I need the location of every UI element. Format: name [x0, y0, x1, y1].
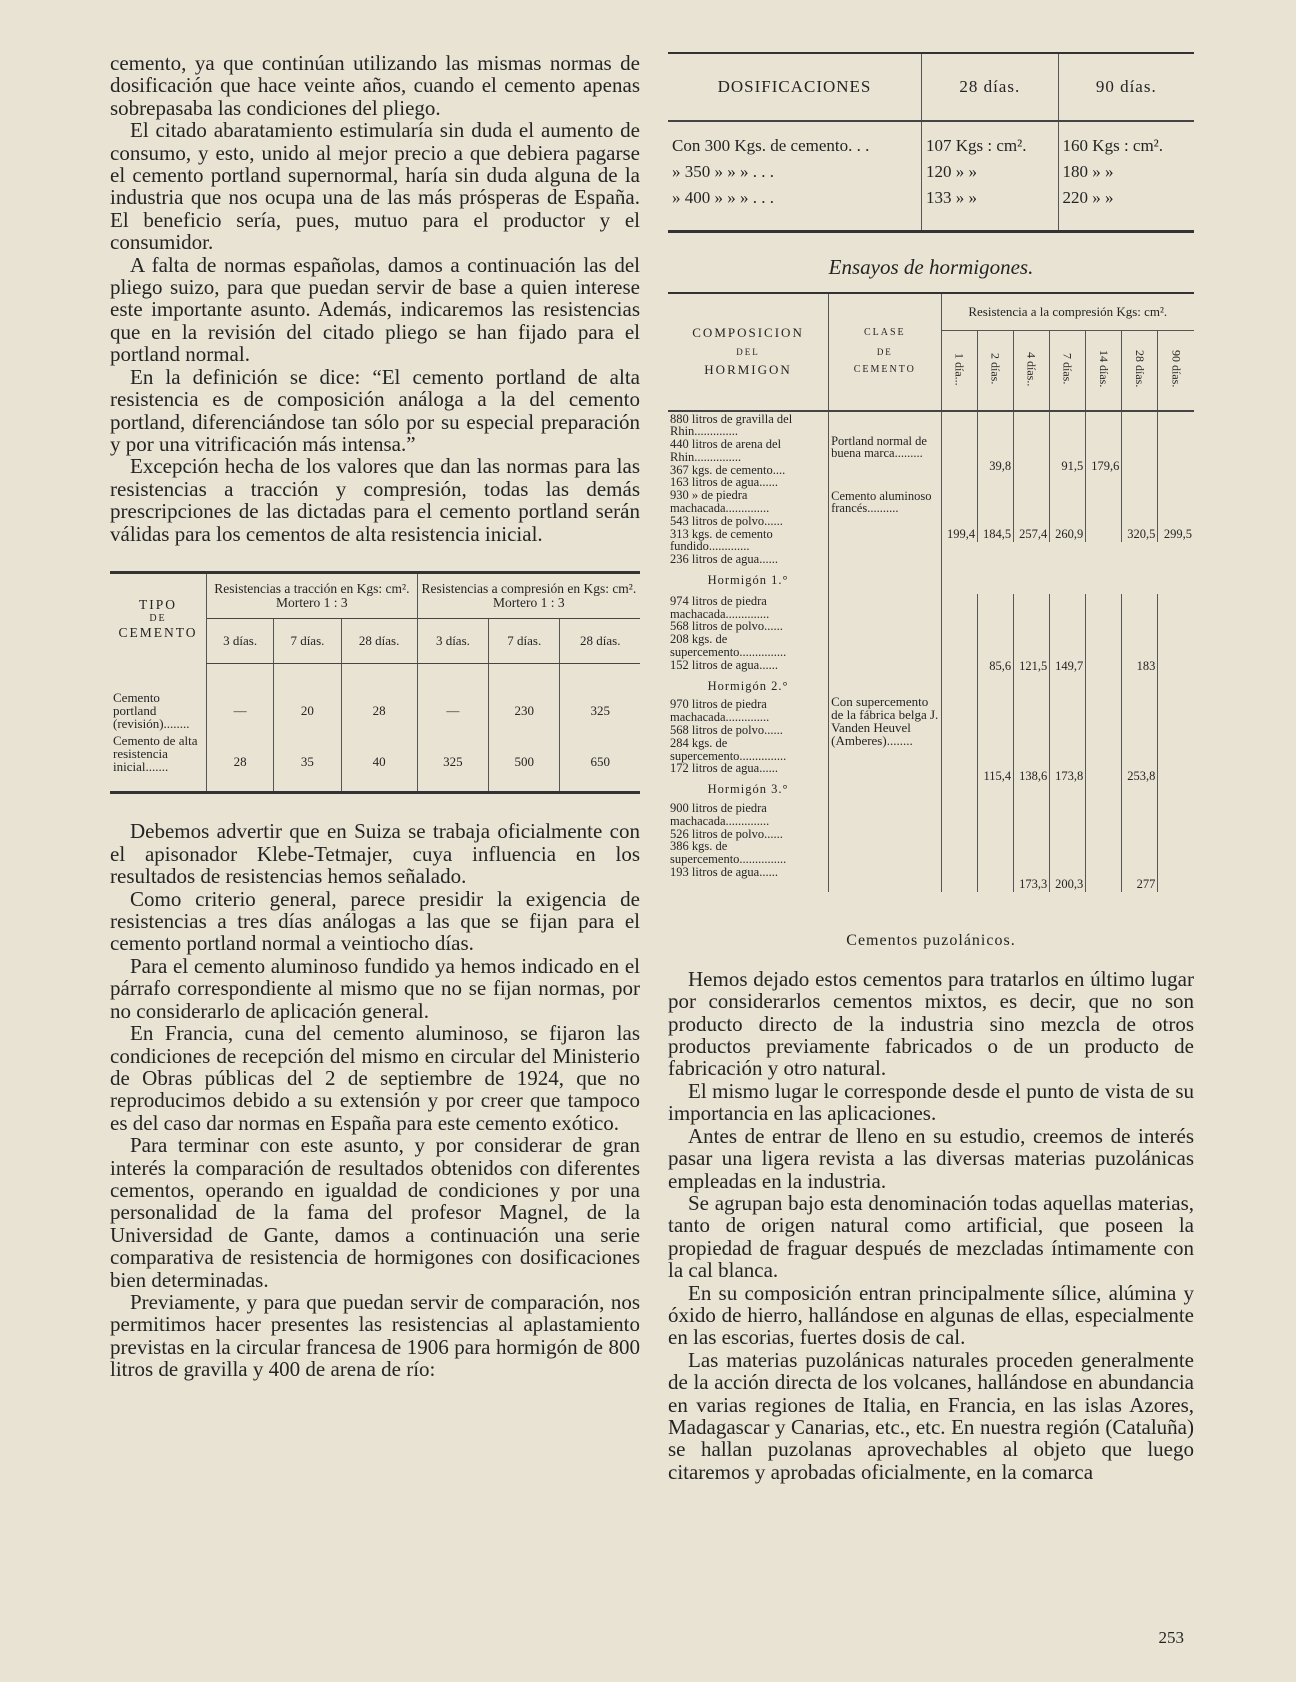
cell: 180 » »: [1058, 159, 1194, 185]
composition-line: 526 litros de polvo......: [670, 826, 783, 841]
group2-composition: [668, 594, 829, 892]
clase-label: CLASE: [863, 327, 906, 338]
paragraph: En Francia, cuna del cemento aluminoso, se fijaron las condiciones de recepción del mismo en circular del Ministerio de Obras públicas del 2 de septiembre de 1924, que no reproducimos debido a su extensión y por creer que tampoco es del caso dar normas en España para este cemento exótico.: [110, 1021, 640, 1135]
cell: 28: [341, 663, 417, 732]
hormigon-2-label: Hormigón 2.°: [707, 678, 789, 693]
composition-line: 236 litros de agua......: [670, 552, 778, 567]
value-cell: [978, 784, 1014, 892]
value-cell: 179,6: [1086, 412, 1122, 474]
value-cell: 173,3: [1014, 784, 1050, 892]
value-cell: [942, 594, 978, 674]
cell: 28: [207, 732, 274, 793]
value-cell: [1158, 674, 1194, 784]
composition-list: [670, 413, 826, 567]
cemento-label: CEMENTO: [853, 364, 916, 375]
value-row: [942, 784, 1194, 892]
cemento-label: CEMENTO: [118, 624, 198, 640]
value-cell: [1086, 674, 1122, 784]
value-cell: 173,8: [1050, 674, 1086, 784]
composition-line: 568 litros de polvo......: [670, 723, 783, 738]
de-label: DE: [876, 346, 893, 357]
paragraph: Como criterio general, parece presidir la exigencia de resistencias a tres días análogas a las que se fijan para el cemento portland normal a veintiocho días.: [110, 886, 640, 956]
value-cell: 299,5: [1158, 474, 1194, 542]
cell: 230: [489, 663, 560, 732]
table-row: [110, 732, 640, 793]
day-header: [977, 331, 1013, 411]
clase-supercemento: Con supercemento de la fábrica belga J. Vanden Heuvel (Amberes)........: [831, 693, 939, 748]
row-label: Cemento de alta resistencia inicial.......: [113, 733, 198, 775]
intro-paragraphs: [110, 52, 640, 545]
value-row: [942, 674, 1194, 784]
composition-line: 930 » de piedra machacada..............: [670, 488, 770, 516]
value-cell: [1158, 784, 1194, 892]
value-row: [942, 412, 1194, 474]
paragraph: El mismo lugar le corresponde desde el punto de vista de su importancia en las aplicaciones.: [668, 1078, 1194, 1126]
resistance-norms-table: [110, 571, 640, 795]
value-cell: 253,8: [1122, 674, 1158, 784]
day-label: 14 días.: [1096, 350, 1111, 388]
day-label: 28 días.: [1132, 350, 1147, 388]
cell: 40: [341, 732, 417, 793]
value-cell: 257,4: [1014, 474, 1050, 542]
body-paragraphs: [110, 820, 640, 1380]
paragraph: Hemos dejado estos cementos para tratarlos en último lugar por considerarlos cementos mixtos, es decir, que no son producto directo de la industria sino mezcla de otros productos previamente fabricados o de un producto de fabricación y otro natural.: [668, 966, 1194, 1081]
cell: 325: [417, 732, 488, 793]
paragraph: Debemos advertir que en Suiza se trabaja oficialmente con el apisonador Klebe-Tetmajer, cuya influencia en los resultados de resistencias hemos señalado.: [110, 819, 640, 889]
page-number: 253: [1158, 1628, 1184, 1647]
value-cell: [942, 674, 978, 784]
cell: » 350 » » » . . .: [672, 162, 774, 181]
composition-line: 367 kgs. de cemento....: [670, 462, 786, 477]
cell: 133 » »: [922, 185, 1059, 232]
composition-line: 163 litros de agua......: [670, 475, 778, 490]
table-row: [668, 185, 1194, 232]
day-header: 3 días.: [417, 618, 488, 663]
value-row: [942, 474, 1194, 542]
group2-clase: [829, 594, 941, 892]
cell: 500: [489, 732, 560, 793]
del-label: DEL: [736, 346, 760, 357]
value-cell: 91,5: [1050, 412, 1086, 474]
day-header: [1086, 331, 1122, 411]
value-cell: 184,5: [978, 474, 1014, 542]
composition-line: 880 litros de gravilla del Rhin..............: [670, 411, 793, 439]
composition-line: 543 litros de polvo......: [670, 513, 783, 528]
paragraph: A falta de normas españolas, damos a continuación las del pliego suizo, para que puedan servir de base a quien interese este importante asunto. Además, indicaremos las resistencias que en la revisión del citado pliego se han fijado para el portland normal.: [110, 252, 640, 367]
paragraph: El citado abaratamiento estimularía sin duda el aumento de consumo, y esto, unido al mejor precio a que debiera pagarse el cemento portland supernormal, haría sin duda alguna de la industria que nos ocupa una de las más prósperas de España. El beneficio sería, pues, mutuo para el productor y el consumidor.: [110, 118, 640, 255]
value-cell: 199,4: [946, 527, 976, 541]
day-header: 28 días.: [341, 618, 417, 663]
value-cell: [1158, 594, 1194, 674]
value-row: [942, 594, 1194, 674]
paragraph: cemento, ya que continúan utilizando las mismas normas de dosificación que hace veinte años, cuando el cemento apenas sobrepasaba las condiciones del pliego.: [110, 51, 640, 120]
cell: » 400 » » » . . .: [672, 188, 774, 207]
cell: —: [417, 663, 488, 732]
composition-line: 284 kgs. de supercemento...............: [670, 735, 787, 763]
table-row: [110, 663, 640, 732]
tipo-label: TIPO: [139, 596, 177, 612]
value-cell: [942, 412, 978, 474]
value-cell: [1014, 412, 1050, 474]
day-header: [1013, 331, 1049, 411]
puzolanicos-paragraphs: [668, 968, 1194, 1483]
composition-list: [670, 698, 826, 775]
composicion-header: [668, 293, 829, 411]
composition-line: 152 litros de agua......: [670, 657, 778, 672]
cell: 220 » »: [1058, 185, 1194, 232]
composition-line: 193 litros de agua......: [670, 865, 778, 879]
group1-clase: [829, 411, 941, 594]
day-header: [1122, 331, 1158, 411]
hormigones-table: [668, 292, 1194, 892]
day-header: [941, 331, 977, 411]
value-cell: 115,4: [978, 674, 1014, 784]
value-cell: 149,7: [1050, 594, 1086, 674]
value-cell: 39,8: [978, 412, 1014, 474]
clase-portland: Portland normal de buena marca.........: [831, 433, 927, 460]
day-header: 7 días.: [274, 618, 341, 663]
dosif-header-90: 90 días.: [1058, 53, 1194, 121]
day-header: [1049, 331, 1085, 411]
traccion-header: Resistencias a tracción en Kgs: cm². Mortero 1 : 3: [207, 572, 418, 618]
composition-line: 974 litros de piedra machacada..............: [670, 593, 770, 621]
group1-composition: [668, 411, 829, 594]
cell: 107 Kgs : cm².: [922, 121, 1059, 159]
day-label: 4 días..: [1024, 351, 1039, 387]
value-cell: 138,6: [1014, 674, 1050, 784]
cell: 650: [560, 732, 640, 793]
section-heading: Cementos puzolánicos.: [846, 931, 1016, 949]
value-cell: 260,9: [1050, 474, 1086, 542]
value-cell: 85,6: [978, 594, 1014, 674]
tipo-header: [110, 572, 207, 663]
day-header: 3 días.: [207, 618, 274, 663]
cell: 120 » »: [922, 159, 1059, 185]
ensayos-caption: Ensayos de hormigones.: [828, 255, 1034, 279]
paragraph: Previamente, y para que puedan servir de comparación, nos permitimos hacer presentes las resistencias al aplastamiento previstas en la circular francesa de 1906 para hormigón de 800 litros de gravilla y 400 de arena de río:: [110, 1289, 640, 1382]
value-cell: 277: [1122, 784, 1158, 892]
paragraph: Las materias puzolánicas naturales proceden generalmente de la acción directa de los volcanes, hallándose en abundancia en varias regiones de Italia, en Francia, en las islas Azores, Madagascar y Canarias, etc., etc. En nuestra región (Cataluña) se hallan puzolanas aprovechables al objeto que luego citaremos y aprobadas oficialmente, en la comarca: [668, 1347, 1194, 1484]
dosif-header: DOSIFICACIONES: [668, 53, 922, 121]
day-header: 28 días.: [560, 618, 640, 663]
day-label: 90 días.: [1169, 350, 1184, 388]
cell: 325: [560, 663, 640, 732]
hormigon-3-label: Hormigón 3.°: [707, 782, 789, 797]
cell: Con 300 Kgs. de cemento. . .: [672, 136, 870, 155]
paragraph: En la definición se dice: “El cemento portland de alta resistencia es de composición análoga a la del cemento portland, diferenciándose tan sólo por su especial preparación y por una vitrificación más intensa.”: [110, 364, 640, 456]
left-column: [110, 52, 640, 1381]
cell: —: [207, 663, 274, 732]
value-cell: 121,5: [1014, 594, 1050, 674]
composition-line: 970 litros de piedra machacada..............: [670, 697, 770, 725]
day-label: 2 días.: [988, 353, 1003, 385]
value-cell: 183: [1122, 594, 1158, 674]
composition-line: 208 kgs. de supercemento...............: [670, 632, 787, 660]
cell: 35: [274, 732, 341, 793]
dosificaciones-table: [668, 52, 1194, 233]
value-cell: [942, 784, 978, 892]
value-cell: 200,3: [1050, 784, 1086, 892]
composition-list: [670, 595, 826, 672]
composition-line: 172 litros de agua......: [670, 761, 778, 776]
composition-line: 900 litros de piedra machacada..............: [670, 801, 770, 828]
hormigon-label: HORMIGON: [704, 362, 792, 377]
paragraph: Excepción hecha de los valores que dan las normas para las resistencias a tracción y compresión, todas las demás prescripciones de las dictadas para el cemento portland serán válidas para los cementos de alta resistencia inicial.: [110, 454, 640, 546]
composition-line: 440 litros de arena del Rhin...............: [670, 437, 782, 464]
paragraph: Para el cemento aluminoso fundido ya hemos indicado en el párrafo correspondiente al mismo que no se fijan normas, por no considerarlo de aplicación general.: [110, 953, 640, 1023]
table-row: [668, 159, 1194, 185]
table-row: [668, 121, 1194, 159]
cell: 160 Kgs : cm².: [1058, 121, 1194, 159]
cell: 20: [274, 663, 341, 732]
comp-label: COMPOSICION: [692, 325, 804, 340]
day-header: [1158, 331, 1194, 411]
value-cell: [1086, 474, 1122, 542]
value-cell: [1086, 784, 1122, 892]
paragraph: En su composición entran principalmente sílice, alúmina y óxido de hierro, hallándose en algunas de ellas, especialmente en las escorias, fuertes dosis de cal.: [668, 1280, 1194, 1350]
composition-line: 386 kgs. de supercemento...............: [670, 839, 787, 867]
composition-list: [670, 802, 826, 879]
paragraph: Antes de entrar de lleno en su estudio, creemos de interés pasar una ligera revista a las diversas materias puzolánicas empleadas en la industria.: [668, 1123, 1194, 1193]
resistencia-header: Resistencia a la compresión Kgs: cm².: [941, 293, 1194, 331]
de-label: DE: [149, 612, 167, 624]
value-cell: 320,5: [1122, 474, 1158, 542]
value-cell: [1158, 412, 1194, 474]
hormigon-1-label: Hormigón 1.°: [707, 573, 789, 588]
paragraph: Se agrupan bajo esta denominación todas aquellas materias, tanto de origen natural como artificial, que poseen la propiedad de fraguar después de mezcladas íntimamente con la cal blanca.: [668, 1190, 1194, 1283]
right-column: [668, 52, 1194, 1483]
value-cell: [1086, 594, 1122, 674]
day-label: 1 día...: [952, 352, 967, 386]
group1-values: [941, 411, 1194, 594]
dosif-header-28: 28 días.: [922, 53, 1059, 121]
clase-aluminoso: Cemento aluminoso francés..........: [831, 488, 932, 515]
value-cell: [1122, 412, 1158, 474]
paragraph: Para terminar con este asunto, y por considerar de gran interés la comparación de resultados obtenidos con diferentes cementos, operando en igualdad de condiciones y por una personalidad de la fama del profesor Magnel, de la Universidad de Gante, damos a continuación una serie comparativa de resistencia de hormigones con dosificaciones bien determinadas.: [110, 1133, 640, 1292]
composition-line: 568 litros de polvo......: [670, 619, 783, 634]
clase-header: [829, 293, 941, 411]
compresion-header: Resistencias a compresión en Kgs: cm². Mortero 1 : 3: [417, 572, 640, 618]
row-label: Cemento portland (revisión)........: [113, 690, 190, 732]
composition-line: 313 kgs. de cemento fundido.............: [670, 526, 773, 554]
day-label: 7 días.: [1060, 353, 1075, 385]
day-header: 7 días.: [489, 618, 560, 663]
group2-values: [941, 594, 1194, 892]
